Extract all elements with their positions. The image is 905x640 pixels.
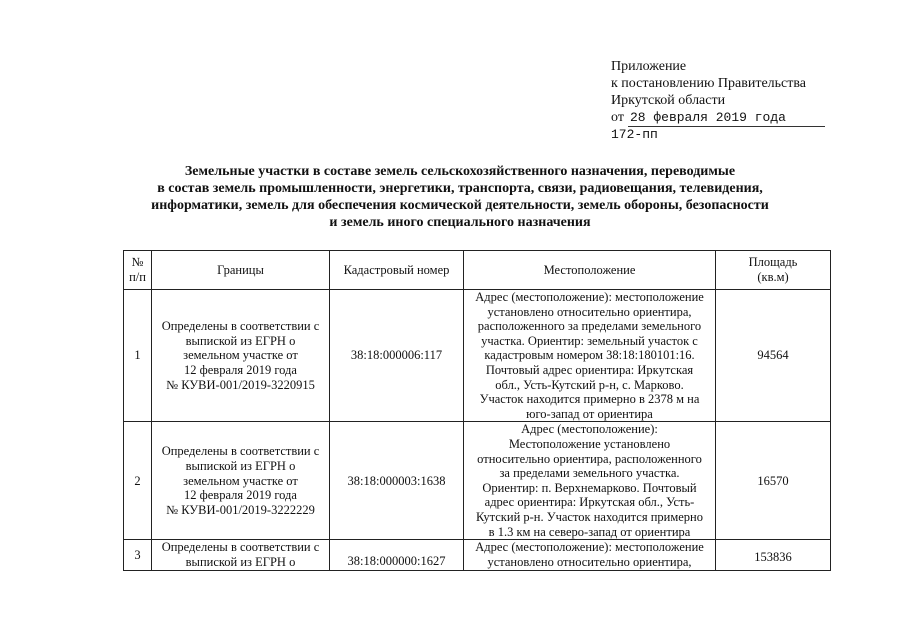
date-underline: [628, 126, 825, 127]
location-line: относительно ориентира, расположенного: [477, 451, 702, 466]
location-line: в 1.3 км на северо-запад от ориентира: [488, 524, 691, 539]
location-line: Почтовый адрес ориентира: Иркутская: [485, 362, 694, 377]
bounds-line: № КУВИ-001/2019-3222229: [166, 502, 315, 517]
table-row: [124, 290, 831, 422]
table-row: [124, 540, 831, 570]
header-number: [124, 251, 152, 290]
location-line: Адрес (местоположение):: [521, 422, 658, 437]
cell-cadastral: 38:18:000003:1638: [330, 422, 464, 540]
title-line-1: Земельные участки в составе земель сельскохозяйственного назначения, переводимые: [184, 164, 736, 179]
cell-location: [464, 422, 716, 540]
appendix-line-2: к постановлению Правительства: [611, 76, 807, 91]
cell-bounds: [152, 422, 330, 540]
appendix-date-row: [611, 109, 851, 126]
appendix-date-prefix: от: [611, 110, 624, 125]
cell-number: 1: [124, 290, 152, 422]
header-bounds: Границы: [152, 251, 330, 290]
bounds-line: выпиской из ЕГРН о: [185, 554, 296, 569]
bounds-line: Определены в соответствии с: [161, 319, 320, 334]
location-line: Адрес (местоположение): местоположение: [475, 540, 704, 555]
location-line: кадастровым номером 38:18:180101:16.: [484, 348, 695, 363]
location-line: Адрес (местоположение): местоположение: [475, 290, 704, 304]
cell-bounds: [152, 290, 330, 422]
cadastral-value: 38:18:000000:1627: [347, 554, 446, 569]
location-line: установлено относительно ориентира,: [487, 304, 692, 319]
title-line-3: информатики, земель для обеспечения космической деятельности, земель обороны, безопасности: [151, 198, 769, 213]
location-line: установлено относительно ориентира,: [487, 554, 692, 569]
cell-location: [464, 290, 716, 422]
location-line: Ориентир: п. Верхнемарково. Почтовый: [482, 480, 697, 495]
cell-number: 2: [124, 422, 152, 540]
cell-cadastral: 38:18:000006:117: [330, 290, 464, 422]
cell-location: [464, 540, 716, 570]
appendix-line-1: Приложение: [611, 59, 687, 74]
header-area: [716, 251, 831, 290]
header-area-line-1: Площадь: [748, 255, 798, 270]
document-title: [110, 163, 810, 231]
appendix-block: [611, 58, 851, 143]
title-line-4: и земель иного специального назначения: [329, 215, 591, 230]
appendix-date-value: 28 февраля 2019 года: [629, 110, 786, 125]
location-line: Участок находится примерно в 2378 м на: [479, 392, 700, 407]
location-line: участка. Ориентир: земельный участок с: [481, 333, 698, 348]
land-plots-table: [123, 250, 831, 571]
header-location: Местоположение: [464, 251, 716, 290]
cell-area: [716, 540, 831, 570]
header-number-line-1: №: [131, 255, 144, 270]
bounds-line: Определены в соответствии с: [161, 540, 320, 555]
bounds-line: 12 февраля 2019 года: [184, 488, 297, 503]
header-area-line-2: (кв.м): [757, 270, 789, 284]
bounds-line: Определены в соответствии с: [161, 444, 320, 459]
cell-area: 94564: [716, 290, 831, 422]
bounds-line: выпиской из ЕГРН о: [185, 458, 296, 473]
table-header-row: [124, 251, 831, 290]
cell-bounds: [152, 540, 330, 570]
bounds-line: земельном участке от: [183, 348, 298, 363]
location-line: обл., Усть-Кутский р-н, с. Марково.: [495, 377, 684, 392]
appendix-line-3: Иркутской области: [611, 93, 726, 108]
location-line: Местоположение установлено: [508, 437, 671, 452]
title-line-2: в состав земель промышленности, энергетики, транспорта, связи, радиовещания, телевидения,: [157, 181, 763, 196]
location-line: Кутский р-н. Участок находится примерно: [476, 510, 703, 525]
bounds-line: выпиской из ЕГРН о: [185, 333, 296, 348]
table-row: [124, 422, 831, 540]
cell-area: 16570: [716, 422, 831, 540]
bounds-line: № КУВИ-001/2019-3220915: [166, 377, 315, 392]
header-cadastral: Кадастровый номер: [330, 251, 464, 290]
bounds-line: земельном участке от: [183, 473, 298, 488]
cell-number: 3: [124, 540, 152, 570]
location-line: расположенного за пределами земельного: [477, 319, 702, 334]
appendix-number: 172-пп: [611, 127, 658, 142]
bounds-line: 12 февраля 2019 года: [184, 362, 297, 377]
location-line: за пределами земельного участка.: [499, 466, 680, 481]
location-line: юго-запад от ориентира: [526, 406, 653, 421]
cell-cadastral: [330, 540, 464, 570]
area-value: 153836: [754, 549, 792, 564]
header-number-line-2: п/п: [129, 270, 146, 284]
location-line: адрес ориентира: Иркутская обл., Усть-: [484, 495, 695, 510]
